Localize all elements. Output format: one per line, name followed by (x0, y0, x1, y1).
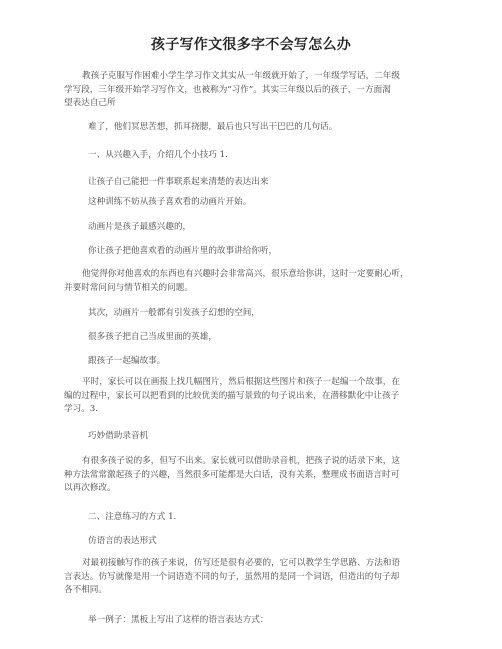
paragraph-6: 你让孩子把他喜欢看的动画片里的故事讲给你听， (88, 246, 278, 256)
paragraph-7: 他觉得你对他喜欢的东西也有兴趣时会非常高兴，很乐意给你讲，这时一定要耐心听， 并要时常问问与情节相关的问题。 (64, 269, 409, 293)
document-title: 孩子写作文很多字不会写怎么办 (150, 37, 352, 53)
paragraph-10: 跟孩子一起编故事。 (88, 356, 166, 366)
paragraph-4: 这种训练不妨从孩子喜欢看的动画片开始。 (88, 197, 252, 207)
section-heading-2: 二、注意练习的方式 1. (88, 512, 177, 522)
paragraph-13: 对最初接触写作的孩子来说，仿写还是很有必要的，它可以教学生学思路、方法和语 言表达。仿写就像是用一个词语造不同的句子，虽然用的是同一个词语，但造出的句子却 各不相同。 (64, 558, 400, 595)
paragraph-12: 有很多孩子说的多，但写不出来。家长就可以借助录音机，把孩子说的话录下来，这 种方法常常激起孩子的兴趣，当然很多可能都是大白话，没有关系，整理成书面语言时可 以再次修改。 (64, 456, 400, 493)
subheading-imitation: 仿语言的表达形式 (88, 536, 157, 546)
paragraph-5: 动画片是孩子最感兴趣的， (88, 222, 192, 232)
paragraph-2: 难了，他们冥思苦想，抓耳挠腮，最后也只写出干巴巴的几句话。 (88, 122, 338, 132)
paragraph-9: 很多孩子把自己当成里面的英雄， (88, 332, 217, 342)
paragraph-3: 让孩子自己能把一件事联系起来清楚的表达出来 (88, 177, 269, 187)
paragraph-1: 教孩子克服写作困难小学生学习作文其实从一年级就开始了，一年级学写话，二年级 学写段，三年级开始学习写作文，也被称为“习作”。其实三年级以后的孩子，一方面渴 望表达自己所 (64, 71, 400, 108)
paragraph-14: 举一例子：黑板上写出了这样的语言表达方式： (88, 615, 269, 625)
paragraph-11: 平时，家长可以在画报上找几幅图片，然后根据这些图片和孩子一起编一个故事，在 编的过程中，家长可以把看到的比较优美的描写景致的句子说出来，在潜移默化中让孩子 学习。3. (64, 377, 400, 414)
paragraph-8: 其次，动画片一般都有引发孩子幻想的空间， (88, 308, 260, 318)
section-heading-1: 一、从兴趣入手，介绍几个小技巧 1. (88, 150, 228, 160)
subheading-recorder: 巧妙借助录音机 (88, 431, 149, 441)
